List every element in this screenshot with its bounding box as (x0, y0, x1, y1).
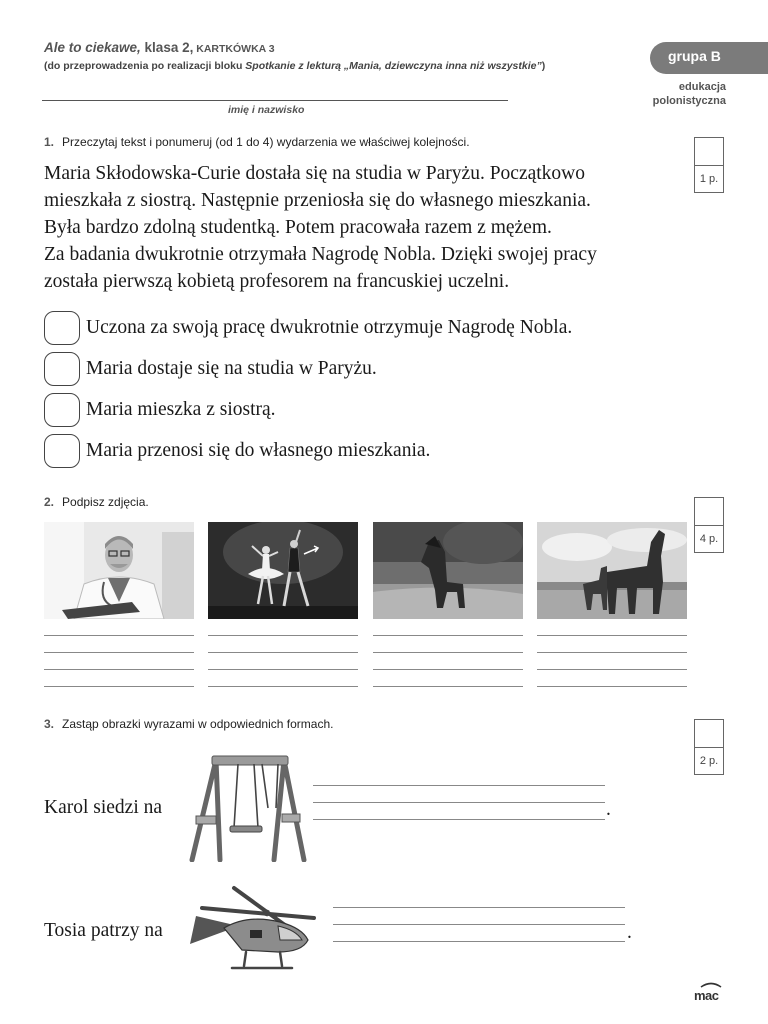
write-line[interactable] (208, 686, 358, 703)
write-line[interactable] (208, 635, 358, 652)
logo-text: mac (694, 988, 719, 1003)
caption-lines[interactable] (537, 635, 687, 703)
order-event-text: Maria przenosi się do własnego mieszkania. (86, 440, 431, 461)
order-event-text: Maria mieszka z siostrą. (86, 399, 276, 420)
task3-points-box[interactable] (694, 719, 724, 775)
title-series: Ale to ciekawe, (44, 40, 141, 55)
sentence-1-period: . (606, 799, 611, 820)
write-line[interactable] (373, 669, 523, 686)
publisher-logo (694, 982, 728, 1008)
sentence-2: Tosia patrzy na (44, 920, 163, 941)
task3-number: 3. (44, 717, 55, 731)
reading-text (44, 160, 694, 295)
sentence-2-period: . (627, 922, 632, 943)
task2-points-box[interactable] (694, 497, 724, 553)
reading-line: Maria Skłodowska-Curie dostała się na studia w Paryżu. Początkowo (44, 163, 586, 184)
order-number-box[interactable] (44, 434, 80, 468)
horse-photo-image (373, 522, 523, 619)
order-item (44, 434, 430, 468)
worksheet-title (44, 40, 275, 55)
task1-points-box[interactable] (694, 137, 724, 193)
order-item (44, 311, 572, 345)
order-item (44, 352, 377, 386)
doctor-photo (44, 522, 194, 619)
helicopter-icon (188, 882, 328, 974)
task1-points-label: 1 p. (695, 165, 723, 192)
group-badge: grupa B (650, 42, 768, 74)
horse-photo (373, 522, 523, 619)
reading-line: mieszkała z siostrą. Następnie przeniosła się do własnego mieszkania. (44, 190, 591, 211)
title-class: klasa 2, (140, 40, 194, 55)
caption-lines[interactable] (44, 635, 194, 703)
ballet-photo-image (208, 522, 358, 619)
subject-line-1: edukacja (678, 81, 726, 93)
answer-lines-2[interactable] (333, 907, 625, 958)
subtitle-prefix: (do przeprowadzenia po realizacji bloku (44, 60, 246, 72)
reading-line: Była bardzo zdolną studentką. Potem pracowała razem z mężem. (44, 217, 552, 238)
sentence-1: Karol siedzi na (44, 797, 163, 818)
task2-instruction: Podpisz zdjęcia. (62, 495, 149, 509)
write-line[interactable] (333, 907, 625, 924)
task1-heading (44, 135, 470, 149)
task1-instruction: Przeczytaj tekst i ponumeruj (od 1 do 4) wydarzenia we właściwej kolejności. (62, 135, 470, 149)
horses-photo-image (537, 522, 687, 619)
task1-number: 1. (44, 135, 55, 149)
caption-lines[interactable] (208, 635, 358, 703)
task2-heading (44, 495, 149, 509)
subtitle-block: Spotkanie z lekturą „Mania, dziewczyna inna niż wszystkie” (245, 60, 542, 72)
reading-line: została pierwszą kobietą profesorem na francuskiej uczelni. (44, 271, 510, 292)
task3-instruction: Zastąp obrazki wyrazami w odpowiednich formach. (62, 717, 334, 731)
subject-line-2: polonistyczna (652, 95, 726, 107)
order-event-text: Maria dostaje się na studia w Paryżu. (86, 358, 377, 379)
order-item (44, 393, 276, 427)
reading-line: Za badania dwukrotnie otrzymała Nagrodę Nobla. Dzięki swojej pracy (44, 244, 597, 265)
name-label: imię i nazwisko (228, 104, 305, 116)
write-line[interactable] (373, 652, 523, 669)
write-line[interactable] (44, 686, 194, 703)
task2-number: 2. (44, 495, 55, 509)
task3-heading (44, 717, 333, 731)
write-line[interactable] (44, 669, 194, 686)
write-line[interactable] (333, 924, 625, 941)
write-line[interactable] (373, 635, 523, 652)
order-number-box[interactable] (44, 352, 80, 386)
swing-icon (186, 754, 308, 862)
answer-lines-1[interactable] (313, 785, 605, 836)
write-line[interactable] (333, 941, 625, 958)
write-line[interactable] (208, 652, 358, 669)
order-number-box[interactable] (44, 311, 80, 345)
write-line[interactable] (537, 652, 687, 669)
write-line[interactable] (537, 669, 687, 686)
write-line[interactable] (373, 686, 523, 703)
write-line[interactable] (44, 635, 194, 652)
title-type: KARTKÓWKA 3 (193, 43, 275, 55)
name-write-line[interactable] (42, 100, 508, 101)
subject-label (653, 80, 726, 108)
subtitle-suffix: ) (541, 60, 546, 72)
ballet-photo (208, 522, 358, 619)
write-line[interactable] (313, 819, 605, 836)
order-event-text: Uczona za swoją pracę dwukrotnie otrzymuje Nagrodę Nobla. (86, 317, 573, 338)
task2-points-label: 4 p. (695, 525, 723, 552)
write-line[interactable] (537, 635, 687, 652)
caption-lines[interactable] (373, 635, 523, 703)
write-line[interactable] (44, 652, 194, 669)
order-number-box[interactable] (44, 393, 80, 427)
doctor-photo-image (44, 522, 194, 619)
write-line[interactable] (537, 686, 687, 703)
task3-points-label: 2 p. (695, 747, 723, 774)
write-line[interactable] (313, 802, 605, 819)
horses-photo (537, 522, 687, 619)
write-line[interactable] (208, 669, 358, 686)
write-line[interactable] (313, 785, 605, 802)
worksheet-subtitle (44, 60, 545, 72)
